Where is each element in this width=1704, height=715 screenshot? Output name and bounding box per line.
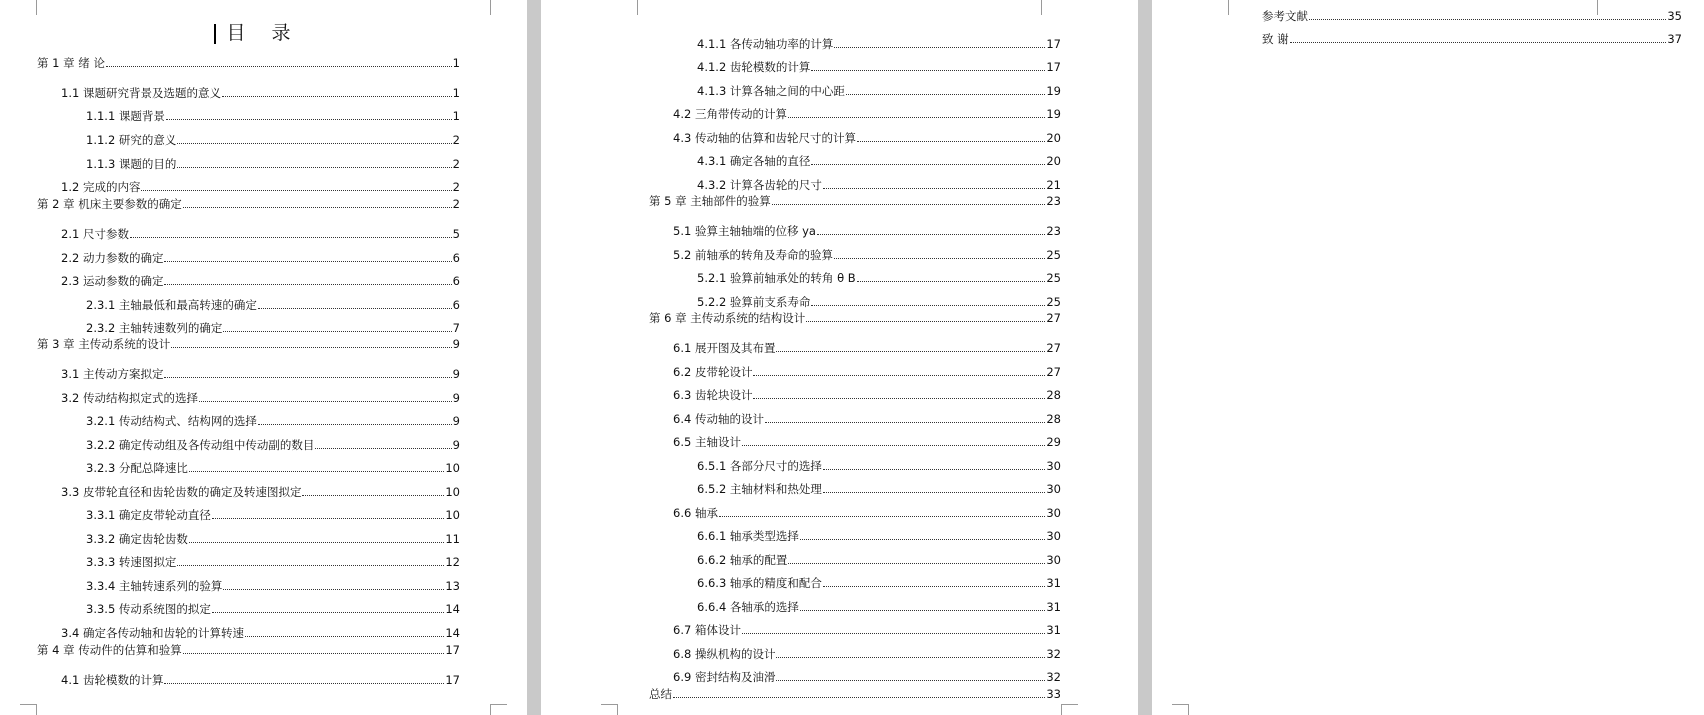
toc-entry[interactable]: 3.4 确定各传动轴和齿轮的计算转速 14	[61, 626, 460, 640]
toc-entry[interactable]: 6.2 皮带轮设计 27	[673, 365, 1061, 379]
toc-entry[interactable]: 6.6.4 各轴承的选择 31	[697, 600, 1061, 614]
page-corner-mark	[490, 0, 507, 15]
toc-entry[interactable]: 4.2 三角带传动的计算 19	[673, 107, 1061, 121]
toc-entry[interactable]: 6.6.2 轴承的配置 30	[697, 553, 1061, 567]
toc-entry[interactable]: 6.3 齿轮块设计 28	[673, 388, 1061, 402]
toc-entry[interactable]: 6.6.1 轴承类型选择 30	[697, 529, 1061, 543]
toc-entry[interactable]: 6.8 操纵机构的设计 32	[673, 647, 1061, 661]
toc-entry[interactable]: 6.5.2 主轴材料和热处理 30	[697, 482, 1061, 496]
toc-entry[interactable]: 第 4 章 传动件的估算和验算 17	[37, 643, 460, 657]
toc-entry[interactable]: 3.2.2 确定传动组及各传动组中传动副的数目 9	[86, 438, 460, 452]
toc-entry[interactable]: 6.5.1 各部分尺寸的选择 30	[697, 459, 1061, 473]
toc-entry[interactable]: 3.2 传动结构拟定式的选择 9	[61, 391, 460, 405]
toc-entry[interactable]: 第 1 章 绪 论 1	[37, 56, 460, 70]
page-corner-mark	[1172, 704, 1189, 715]
page-corner-mark	[621, 0, 638, 15]
toc-entry[interactable]: 6.1 展开图及其布置 27	[673, 341, 1061, 355]
toc-entry[interactable]: 3.3.3 转速图拟定 12	[86, 555, 460, 569]
page-corner-mark	[1212, 0, 1229, 15]
toc-entry[interactable]: 3.3.5 传动系统图的拟定 14	[86, 602, 460, 616]
toc-entry[interactable]: 3.2.3 分配总降速比 10	[86, 461, 460, 475]
toc-entry[interactable]: 第 5 章 主轴部件的验算 23	[649, 194, 1061, 208]
page-corner-mark	[20, 0, 37, 15]
toc-entry[interactable]: 3.3.2 确定齿轮齿数 11	[86, 532, 460, 546]
toc-entry[interactable]: 4.3.1 确定各轴的直径 20	[697, 154, 1061, 168]
page-corner-mark	[601, 704, 618, 715]
document-page-1	[0, 0, 527, 715]
toc-entry[interactable]: 6.6 轴承 30	[673, 506, 1061, 520]
toc-entry[interactable]: 2.3 运动参数的确定 6	[61, 274, 460, 288]
toc-entry[interactable]: 参考文献 35	[1262, 9, 1682, 23]
toc-entry[interactable]: 3.3.1 确定皮带轮动直径 10	[86, 508, 460, 522]
toc-entry[interactable]: 第 6 章 主传动系统的结构设计 27	[649, 311, 1061, 325]
toc-entry[interactable]: 6.4 传动轴的设计 28	[673, 412, 1061, 426]
toc-entry[interactable]: 4.3 传动轴的估算和齿轮尺寸的计算 20	[673, 131, 1061, 145]
toc-entry[interactable]: 6.6.3 轴承的精度和配合 31	[697, 576, 1061, 590]
toc-entry[interactable]: 4.3.2 计算各齿轮的尺寸 21	[697, 178, 1061, 192]
toc-entry[interactable]: 2.2 动力参数的确定 6	[61, 251, 460, 265]
toc-entry[interactable]: 致 谢 37	[1262, 32, 1682, 46]
toc-entry[interactable]: 4.1 齿轮模数的计算 17	[61, 673, 460, 687]
toc-entry[interactable]: 3.1 主传动方案拟定 9	[61, 367, 460, 381]
toc-entry[interactable]: 第 2 章 机床主要参数的确定 2	[37, 197, 460, 211]
document-page-2	[541, 0, 1138, 715]
toc-entry[interactable]: 2.3.2 主轴转速数列的确定 7	[86, 321, 460, 335]
toc-entry[interactable]: 3.3 皮带轮直径和齿轮齿数的确定及转速图拟定 10	[61, 485, 460, 499]
toc-entry[interactable]: 总结 33	[649, 687, 1061, 701]
toc-entry[interactable]: 4.1.2 齿轮模数的计算 17	[697, 60, 1061, 74]
document-page-3	[1152, 0, 1704, 715]
toc-entry[interactable]: 第 3 章 主传动系统的设计 9	[37, 337, 460, 351]
toc-entry[interactable]: 1.2 完成的内容 2	[61, 180, 460, 194]
toc-entry[interactable]: 5.1 验算主轴轴端的位移 ya 23	[673, 224, 1061, 238]
toc-entry[interactable]: 5.2 前轴承的转角及寿命的验算 25	[673, 248, 1061, 262]
toc-entry[interactable]: 1.1.3 课题的目的 2	[86, 157, 460, 171]
toc-entry[interactable]: 4.1.3 计算各轴之间的中心距 19	[697, 84, 1061, 98]
page-corner-mark	[1041, 0, 1058, 15]
toc-title: 目 录	[226, 22, 301, 44]
page-corner-mark	[20, 704, 37, 715]
toc-entry[interactable]: 2.3.1 主轴最低和最高转速的确定 6	[86, 298, 460, 312]
page-corner-mark	[1061, 704, 1078, 715]
toc-entry[interactable]: 4.1.1 各传动轴功率的计算 17	[697, 37, 1061, 51]
toc-entry[interactable]: 3.2.1 传动结构式、结构网的选择 9	[86, 414, 460, 428]
toc-entry[interactable]: 5.2.1 验算前轴承处的转角 θ B 25	[697, 271, 1061, 285]
toc-entry[interactable]: 6.9 密封结构及油滑 32	[673, 670, 1061, 684]
toc-entry[interactable]: 6.5 主轴设计 29	[673, 435, 1061, 449]
toc-entry[interactable]: 3.3.4 主轴转速系列的验算 13	[86, 579, 460, 593]
toc-entry[interactable]: 1.1.2 研究的意义 2	[86, 133, 460, 147]
toc-entry[interactable]: 1.1 课题研究背景及选题的意义 1	[61, 86, 460, 100]
page-corner-mark	[490, 704, 507, 715]
toc-entry[interactable]: 5.2.2 验算前支系寿命 25	[697, 295, 1061, 309]
toc-entry[interactable]: 6.7 箱体设计 31	[673, 623, 1061, 637]
toc-entry[interactable]: 2.1 尺寸参数 5	[61, 227, 460, 241]
toc-entry[interactable]: 1.1.1 课题背景 1	[86, 109, 460, 123]
